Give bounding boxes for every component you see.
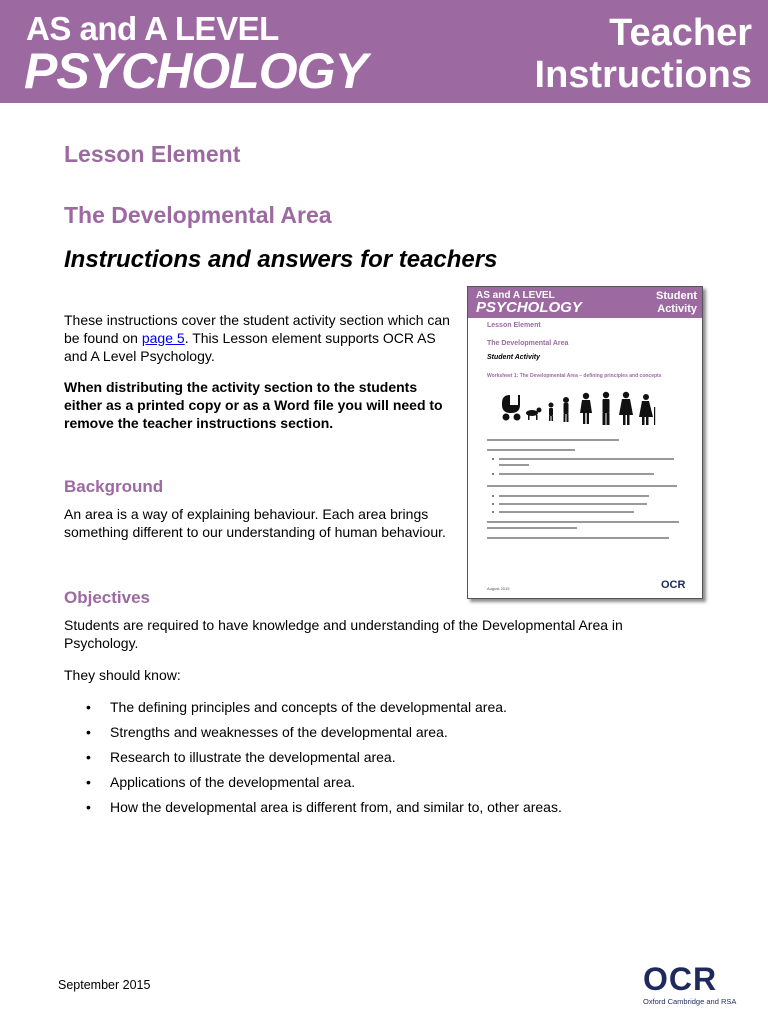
thumbnail-text-line xyxy=(487,449,575,451)
thumbnail-text-line xyxy=(499,458,674,460)
ocr-logo-word: OCR xyxy=(643,961,718,997)
intro-text-after: . This Lesson element supports OCR AS and A Level Psychology. xyxy=(64,330,436,364)
list-item-text: How the developmental area is different from, and similar to, other areas. xyxy=(110,799,562,815)
page-5-link[interactable]: page 5 xyxy=(141,330,185,346)
thumbnail-student-activity: Student Activity xyxy=(487,354,541,361)
thumbnail-header xyxy=(468,287,702,318)
objectives-list xyxy=(86,698,562,823)
thumbnail-text-line xyxy=(499,511,634,513)
thumbnail-bullet xyxy=(492,511,494,513)
life-stages-silhouettes xyxy=(498,391,668,427)
bullet-icon: • xyxy=(86,749,91,765)
list-item-text: The defining principles and concepts of the developmental area. xyxy=(110,699,507,715)
thumbnail-text-line xyxy=(487,537,669,539)
area-title: The Developmental Area xyxy=(64,202,332,228)
bullet-icon: • xyxy=(86,699,91,715)
thumbnail-text-line xyxy=(499,473,654,475)
bullet-icon: • xyxy=(86,774,91,790)
thumbnail-subject: PSYCHOLOGY xyxy=(476,299,582,316)
thumbnail-ocr-logo: OCR xyxy=(661,579,686,591)
student-activity-thumbnail xyxy=(467,286,703,599)
header-doc-type xyxy=(535,12,752,96)
objectives-heading: Objectives xyxy=(64,588,150,607)
thumbnail-bullet xyxy=(492,495,494,497)
intro-text-before: These instructions cover the student activity section which can be found on xyxy=(64,312,450,346)
background-text: An area is a way of explaining behaviour. Each area brings something different to our understanding of human behaviour. xyxy=(64,506,446,540)
distribution-note: When distributing the activity section to the students either as a printed copy or as a Word file you will need to remove the teacher instructions section. xyxy=(64,379,443,431)
ocr-logo xyxy=(643,963,743,1006)
list-item-text: Strengths and weaknesses of the developmental area. xyxy=(110,724,448,740)
thumbnail-bullet xyxy=(492,503,494,505)
thumbnail-date: August 2015 xyxy=(487,586,510,591)
objectives-know: They should know: xyxy=(64,667,181,683)
instructions-heading: Instructions and answers for teachers xyxy=(64,246,498,273)
header-doc-type-line2: Instructions xyxy=(534,54,752,96)
objectives-text: Students are required to have knowledge and understanding of the Developmental Area in Psychology. xyxy=(64,617,623,651)
thumbnail-text-line xyxy=(487,485,677,487)
thumbnail-text-line xyxy=(499,464,529,466)
ocr-logo-tagline: Oxford Cambridge and RSA xyxy=(643,997,737,1006)
footer-date: September 2015 xyxy=(58,978,151,992)
thumbnail-doc-type-line2: Activity xyxy=(657,303,697,315)
list-item xyxy=(86,773,562,798)
thumbnail-doc-type-line1: Student xyxy=(656,290,697,302)
thumbnail-worksheet-title: Worksheet 1: The Developmental Area – defining principles and concepts xyxy=(487,373,662,379)
list-item-text: Applications of the developmental area. xyxy=(110,774,356,790)
thumbnail-bullet xyxy=(492,473,494,475)
thumbnail-doc-type xyxy=(656,290,697,316)
thumbnail-lesson-element: Lesson Element xyxy=(487,322,541,329)
list-item xyxy=(86,748,562,773)
intro-paragraph xyxy=(64,311,459,365)
header-banner xyxy=(0,0,768,103)
thumbnail-text-line xyxy=(499,495,649,497)
thumbnail-level: AS and A LEVEL xyxy=(476,290,555,301)
thumbnail-area: The Developmental Area xyxy=(487,340,569,347)
thumbnail-text-line xyxy=(487,527,577,529)
thumbnail-bullet xyxy=(492,458,494,460)
header-subject: PSYCHOLOGY xyxy=(24,43,367,99)
list-item-text: Research to illustrate the developmental area. xyxy=(110,749,396,765)
background-heading: Background xyxy=(64,477,164,496)
thumbnail-text-line xyxy=(499,503,647,505)
thumbnail-text-line xyxy=(487,521,679,523)
lesson-element-heading: Lesson Element xyxy=(64,141,241,167)
bullet-icon: • xyxy=(86,799,91,815)
header-level: AS and A LEVEL xyxy=(26,10,279,47)
header-doc-type-line1: Teacher xyxy=(609,12,752,54)
bullet-icon: • xyxy=(86,724,91,740)
list-item xyxy=(86,698,562,723)
list-item xyxy=(86,723,562,748)
list-item xyxy=(86,798,562,823)
thumbnail-text-line xyxy=(487,439,619,441)
